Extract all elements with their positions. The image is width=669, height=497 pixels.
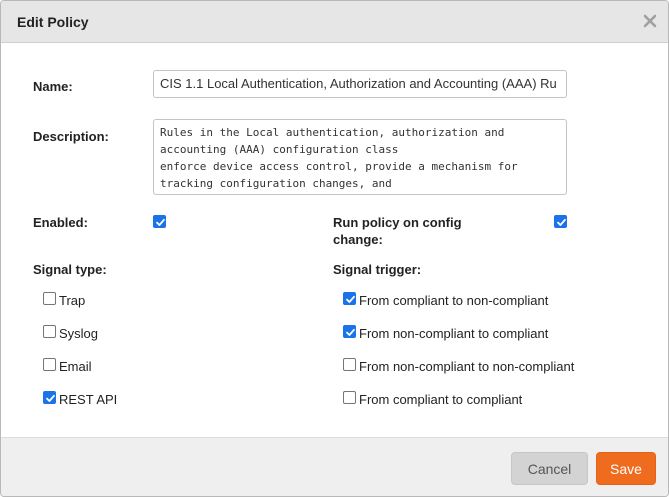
signal-type-option-checkbox[interactable]	[43, 325, 56, 338]
close-icon[interactable]	[640, 11, 660, 31]
run-on-change-label: Run policy on config change:	[333, 215, 462, 247]
signal-trigger-option-label[interactable]: From compliant to non-compliant	[359, 293, 549, 308]
signal-type-option-label[interactable]: Syslog	[59, 326, 99, 341]
dialog-title: Edit Policy	[17, 14, 89, 30]
signal-type-option-checkbox[interactable]	[43, 391, 56, 404]
signal-type-option-label[interactable]: Email	[59, 359, 92, 374]
name-input[interactable]: CIS 1.1 Local Authentication, Authorization and Accounting (AAA) Ru	[153, 70, 567, 98]
dialog-footer	[1, 437, 668, 497]
run-on-change-checkbox[interactable]	[554, 215, 567, 228]
description-textarea[interactable]: Rules in the Local authentication, authorization and accounting (AAA) configuration class enforce device access control, provide a mechanism for tracking configuration changes, and	[153, 119, 567, 195]
cancel-button[interactable]: Cancel	[511, 452, 588, 485]
signal-trigger-option-checkbox[interactable]	[343, 358, 356, 371]
signal-trigger-option-checkbox[interactable]	[343, 292, 356, 305]
signal-type-option-checkbox[interactable]	[43, 358, 56, 371]
signal-type-label: Signal type:	[33, 262, 107, 277]
description-label: Description:	[33, 129, 109, 144]
enabled-label: Enabled:	[33, 215, 88, 230]
dialog-header	[1, 1, 668, 43]
signal-trigger-label: Signal trigger:	[333, 262, 422, 277]
signal-type-option-label[interactable]: Trap	[59, 293, 86, 308]
signal-trigger-option-checkbox[interactable]	[343, 325, 356, 338]
enabled-checkbox[interactable]	[153, 215, 166, 228]
signal-type-option-label[interactable]: REST API	[59, 392, 118, 407]
dialog-body	[1, 44, 668, 437]
save-button[interactable]: Save	[596, 452, 656, 485]
signal-trigger-option-checkbox[interactable]	[343, 391, 356, 404]
signal-type-option-checkbox[interactable]	[43, 292, 56, 305]
signal-trigger-option-label[interactable]: From compliant to compliant	[359, 392, 523, 407]
name-label: Name:	[33, 79, 73, 94]
signal-trigger-option-label[interactable]: From non-compliant to compliant	[359, 326, 549, 341]
signal-trigger-option-label[interactable]: From non-compliant to non-compliant	[359, 359, 575, 374]
